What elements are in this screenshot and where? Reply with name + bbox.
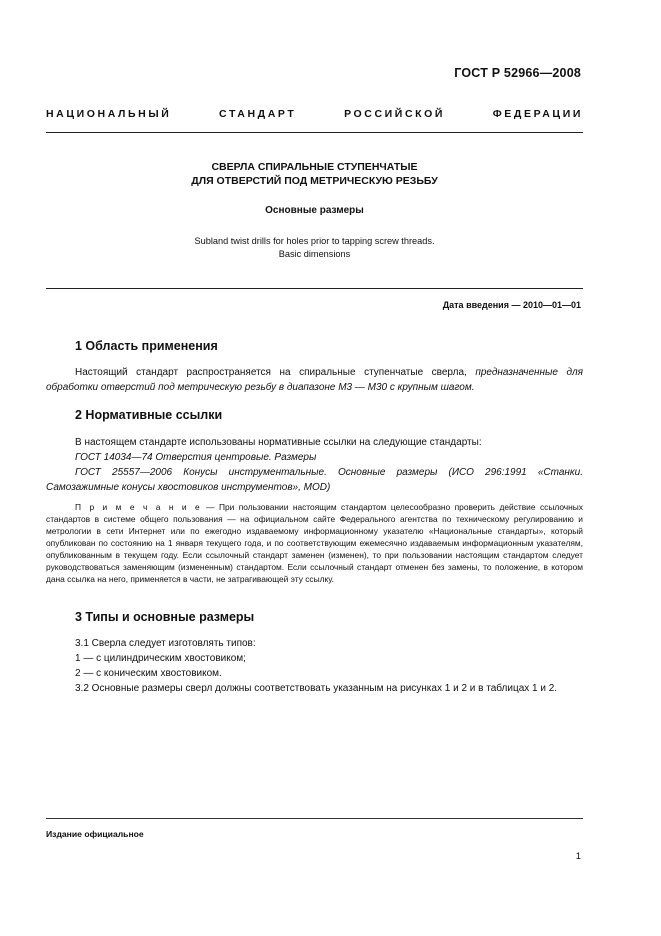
english-title-line-2: Basic dimensions xyxy=(278,249,351,259)
standard-banner: НАЦИОНАЛЬНЫЙ СТАНДАРТ РОССИЙСКОЙ ФЕДЕРАЦИИ xyxy=(46,108,583,120)
title-line-2: ДЛЯ ОТВЕРСТИЙ ПОД МЕТРИЧЕСКУЮ РЕЗЬБУ xyxy=(191,175,438,187)
footer-divider xyxy=(46,818,583,819)
page-number: 1 xyxy=(575,851,581,862)
note-text: — При пользовании настоящим стандартом целесообразно проверить действие ссылочных стандартов в системе общего пользования — на официальном сайте Федерального агентства по техническому регулированию и метрологии в сети Интернет или по ежегодно издаваемому информационному указателю «Национальные стандарты», который опубликован по состоянию на 1 января текущего года, и по соответствующим ежемесячно издаваемым информационным указателям, опубликованным в текущем году. Если ссылочный стандарт заменен (изменен), то при пользовании настоящим стандартом следует руководствоваться заменяющим (измененным) стандартом. Если ссылочный стандарт отменен без замены, то положение, в котором дана ссылка на него, применяется в части, не затрагивающей эту ссылку. xyxy=(46,502,583,584)
note-label: П р и м е ч а н и е xyxy=(75,502,202,512)
english-title-line-1: Subland twist drills for holes prior to tapping screw threads. xyxy=(194,236,435,246)
document-number: ГОСТ Р 52966—2008 xyxy=(454,66,581,80)
section-2-intro: В настоящем стандарте использованы нормативные ссылки на следующие стандарты: xyxy=(75,437,482,448)
section-1-paragraph xyxy=(46,365,583,395)
type-2: 2 — с коническим хвостовиком. xyxy=(75,668,222,679)
official-edition-label: Издание официальное xyxy=(46,829,144,839)
section-1-text-italic: предназначенные для обработки отверстий под метрическую резьбу в диапазоне М3 — М30 с крупным шагом. xyxy=(46,367,583,393)
item-3-1: 3.1 Сверла следует изготовлять типов: xyxy=(75,638,256,649)
english-title xyxy=(46,235,583,261)
section-1-text: Настоящий стандарт распространяется на спиральные ступенчатые сверла, xyxy=(75,367,476,378)
document-title xyxy=(46,160,583,188)
type-1: 1 — с цилиндрическим хвостовиком; xyxy=(75,653,246,664)
reference-gost-14034: ГОСТ 14034—74 Отверстия центровые. Размеры xyxy=(75,452,317,463)
section-1-heading: 1 Область применения xyxy=(75,339,218,353)
intro-date: Дата введения — 2010—01—01 xyxy=(442,300,581,310)
section-2-heading: 2 Нормативные ссылки xyxy=(75,408,223,422)
section-2-note xyxy=(46,501,583,585)
banner-divider xyxy=(46,132,583,133)
title-line-1: СВЕРЛА СПИРАЛЬНЫЕ СТУПЕНЧАТЫЕ xyxy=(211,161,418,173)
title-divider xyxy=(46,288,583,289)
item-3-2: 3.2 Основные размеры сверл должны соответствовать указанным на рисунках 1 и 2 и в таблицах 1 и 2. xyxy=(75,683,558,694)
document-subtitle: Основные размеры xyxy=(265,205,364,216)
section-3-heading: 3 Типы и основные размеры xyxy=(75,610,255,624)
reference-gost-25557: ГОСТ 25557—2006 Конусы инструментальные. Основные размеры (ИСО 296:1991 «Станки. Самозажимные конусы хвостовиков инструментов», MOD) xyxy=(46,467,583,493)
